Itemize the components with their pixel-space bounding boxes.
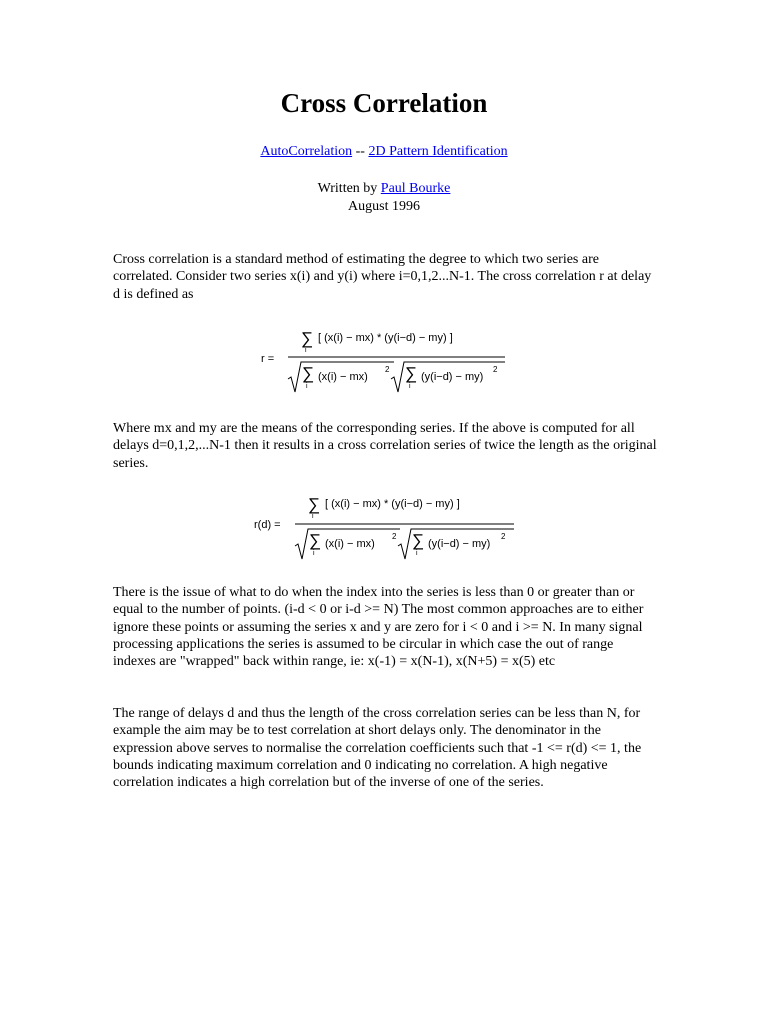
publication-date: August 1996 xyxy=(348,199,420,214)
paragraph-index-issue: There is the issue of what to do when the index into the series is less than 0 or greater than or equal to the number of points. (i-d < 0 or i-d >= N) The most common approaches are to either ignore these points or assuming the series x and y are zero for i < 0 and i >= N. In many signal processing applications the series is assumed to be circular in which case the out of range indexes are "wrapped" back within range, ie: x(-1) = x(N-1), x(N+5) = x(5) etc xyxy=(113,585,644,670)
denominator-sigma-left-index: i xyxy=(306,383,308,390)
written-by-label: Written by xyxy=(317,181,378,196)
denominator-sigma-right-index: i xyxy=(409,383,411,390)
paragraph-means: Where mx and my are the means of the corresponding series. If the above is computed for all delays d=0,1,2,...N-1 then it results in a cross correlation series of twice the length as the original series. xyxy=(113,421,657,471)
nav-links xyxy=(0,144,768,160)
equation-numerator: [ (x(i) − mx) * (y(i−d) − my) ] xyxy=(325,498,460,510)
byline xyxy=(0,180,768,216)
denominator-sigma-left: ∑ xyxy=(302,364,315,383)
denominator-right-term: (y(i−d) − my) xyxy=(428,538,491,550)
denominator-left-term: (x(i) − mx) xyxy=(325,538,375,550)
numerator-sigma: ∑ xyxy=(301,329,314,348)
page-title: Cross Correlation xyxy=(280,88,488,118)
delay-correlation-equation xyxy=(250,488,520,566)
denominator-left-term: (x(i) − mx) xyxy=(318,371,368,383)
denominator-sigma-left: ∑ xyxy=(309,531,322,550)
autocorrelation-link[interactable]: AutoCorrelation xyxy=(260,144,353,159)
denominator-sigma-right: ∑ xyxy=(405,364,418,383)
paragraph-delay-range: The range of delays d and thus the length of the cross correlation series can be less than N, for example the aim may be to test correlation at short delays only. The denominator in the expression above serves to normalise the correlation coefficients such that -1 <= r(d) <= 1, the bounds indicating maximum correlation and 0 indicating no correlation. A high negative correlation indicates a high correlation but of the inverse of one of the series. xyxy=(113,706,642,791)
denominator-right-power: 2 xyxy=(501,532,506,541)
denominator-right-power: 2 xyxy=(493,365,498,374)
equation-lhs: r(d) = xyxy=(254,519,281,531)
numerator-sigma-index: i xyxy=(305,347,307,354)
denominator-left-power: 2 xyxy=(385,365,390,374)
paragraph-intro: Cross correlation is a standard method of estimating the degree to which two series are correlated. Consider two series x(i) and y(i) where i=0,1,2...N-1. The cross correlation r at delay d is defined as xyxy=(113,252,652,302)
author-line xyxy=(0,180,768,198)
cross-correlation-equation xyxy=(255,322,515,400)
denominator-sigma-right: ∑ xyxy=(412,531,425,550)
pattern-identification-link[interactable]: 2D Pattern Identification xyxy=(368,144,508,159)
denominator-left-power: 2 xyxy=(392,532,397,541)
author-link[interactable]: Paul Bourke xyxy=(380,181,451,196)
denominator-sigma-right-index: i xyxy=(416,550,418,557)
nav-separator: -- xyxy=(355,144,365,159)
numerator-sigma: ∑ xyxy=(308,495,321,514)
denominator-right-term: (y(i−d) − my) xyxy=(421,371,484,383)
denominator-sigma-left-index: i xyxy=(313,550,315,557)
equation-lhs: r = xyxy=(261,353,275,365)
equation-numerator: [ (x(i) − mx) * (y(i−d) − my) ] xyxy=(318,332,453,344)
numerator-sigma-index: i xyxy=(312,513,314,520)
